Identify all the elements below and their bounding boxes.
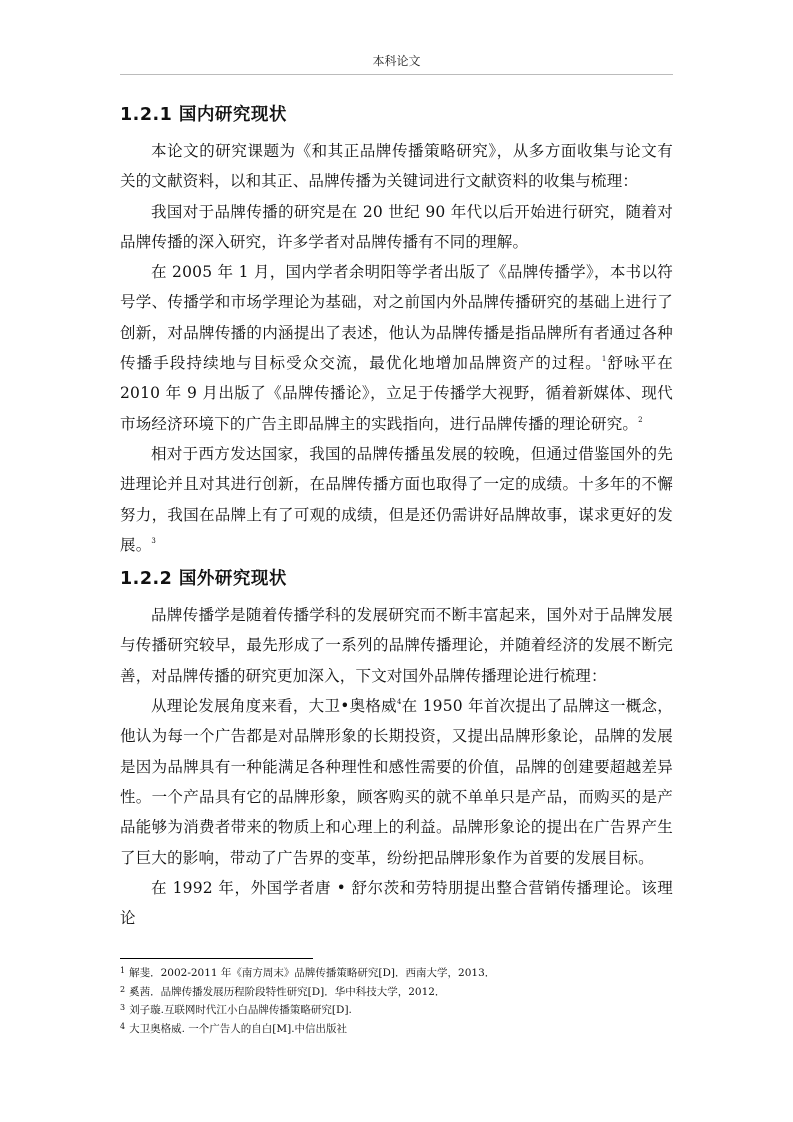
footnote-divider	[120, 958, 313, 959]
paragraph: 在 2005 年 1 月，国内学者余明阳等学者出版了《品牌传播学》，本书以符号学、传播学和市场学理论为基础，对之前国内外品牌传播研究的基础上进行了创新，对品牌传播的内涵提出了表述，他认为品牌传播是指品牌所有者通过各种传播手段持续地与目标受众交流，最优化地增加品牌资产的过程。$^1$舒咏平在 2010 年 9 月出版了《品牌传播论》，立足于传播学大视野，循着新媒体、现代市场经济环境下的广告主即品牌主的实践指向，进行品牌传播的理论研究。$^2$	[120, 263, 673, 433]
footnote-ref[interactable]: 4	[396, 698, 402, 707]
paragraph: 我国对于品牌传播的研究是在 20 世纪 90 年代以后开始进行研究，随着对品牌传播的深入研究，许多学者对品牌传播有不同的理解。	[120, 202, 673, 251]
section-heading-domestic: 1.2.1 国内研究现状	[120, 105, 287, 125]
footnote-item: $^3$ 刘子璇.互联网时代江小白品牌传播策略研究[D].	[120, 1003, 352, 1016]
paragraph: 本论文的研究课题为《和其正品牌传播策略研究》，从多方面收集与论文有关的文献资料，以和其正、品牌传播为关键词进行文献资料的收集与梳理：	[120, 142, 673, 191]
paragraph: 在 1992 年，外国学者唐 • 舒尔茨和劳特朋提出整合营销传播理论。该理论	[120, 878, 673, 928]
paragraph: 相对于西方发达国家，我国的品牌传播虽发展的较晚，但通过借鉴国外的先进理论并且对其进行创新，在品牌传播方面也取得了一定的成绩。十多年的不懈努力，我国在品牌上有了可观的成绩，但是还仍需讲好品牌故事，谋求更好的发展。$^3$	[120, 444, 673, 554]
page-header: 本科论文	[372, 54, 421, 68]
footnote-ref[interactable]: 2	[638, 415, 643, 424]
paragraph: 品牌传播学是随着传播学科的发展研究而不断丰富起来，国外对于品牌发展与传播研究较早，最先形成了一系列的品牌传播理论，并随着经济的发展不断完善，对品牌传播的研究更加深入，下文对国外品牌传播理论进行梳理：	[120, 606, 673, 685]
footnote-item: $^4$ 大卫奥格威. 一个广告人的自白[M].中信出版社	[120, 1021, 348, 1035]
header-divider	[120, 74, 673, 75]
main-content	[120, 96, 673, 933]
footnote-ref[interactable]: 3	[151, 536, 157, 545]
footnotes	[120, 963, 673, 1037]
paragraph: 从理论发展角度来看，大卫•奥格威$^4$在 1950 年首次提出了品牌这一概念，他认为每一个广告都是对品牌形象的长期投资，又提出品牌形象论，品牌的发展是因为品牌具有一种能满足各种理性和感性需要的价值，品牌的创建要超越差异性。一个产品具有它的品牌形象，顾客购买的就不单单只是产品，而购买的是产品能够为消费者带来的物质上和心理上的利益。品牌形象论的提出在广告界产生了巨大的影响，带动了广告界的变革，纷纷把品牌形象作为首要的发展目标。	[120, 697, 673, 867]
footnote-ref[interactable]: 1	[601, 355, 607, 364]
footnote-item: $^1$ 解斐．2002-2011 年《南方周末》品牌传播策略研究[D]．西南大学，2013．	[120, 966, 496, 979]
section-heading-foreign: 1.2.2 国外研究现状	[120, 569, 287, 590]
footnote-item: $^2$ 奚茜．品牌传播发展历程阶段特性研究[D]．华中科技大学，2012．	[120, 984, 446, 998]
